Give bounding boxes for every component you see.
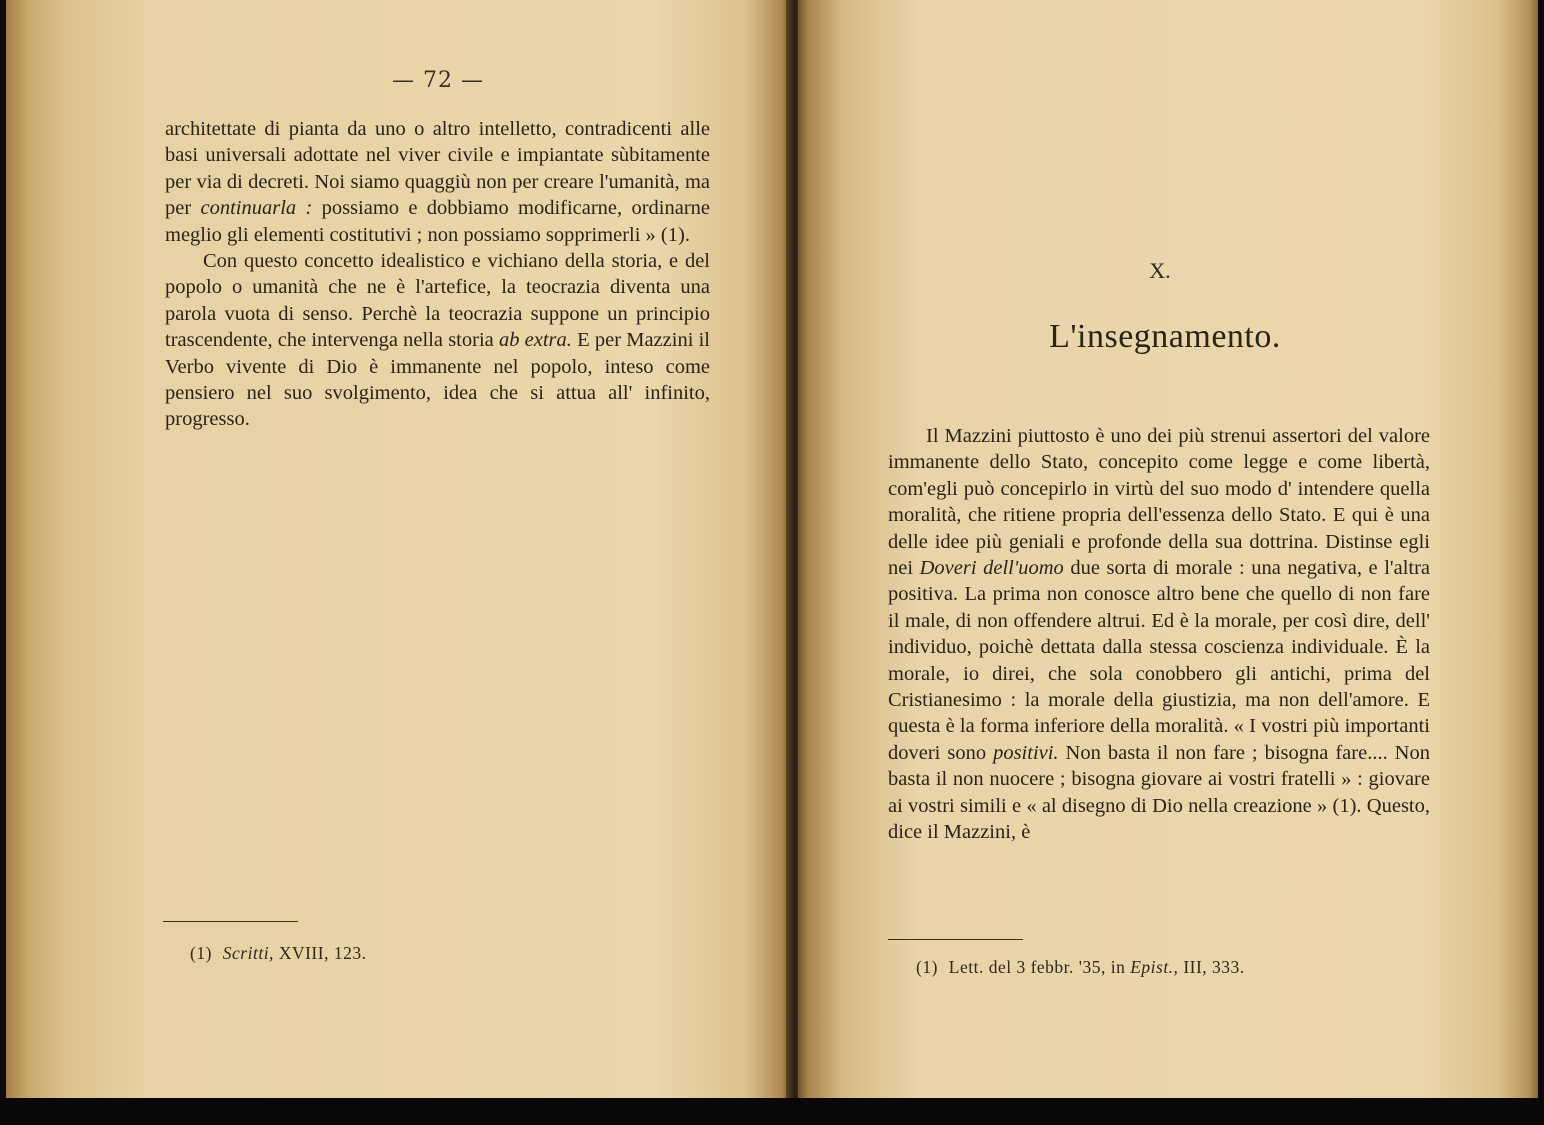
chapter-title: L'insegnamento. — [1049, 318, 1281, 355]
chapter-number: X. — [1149, 258, 1171, 283]
body-paragraph — [165, 116, 710, 248]
body-paragraph — [888, 423, 1430, 846]
footnote-text: Lett. del 3 febbr. '35, in — [948, 957, 1131, 977]
text-run: E per Mazzini il Verbo vivente di Dio è immanente nel popolo, inteso come pensiero nel suo svolgimento, idea che si attua all' infinito, progresso. — [165, 329, 710, 431]
footnote-reference: III, 333. — [1183, 957, 1245, 977]
italic-text-run: Doveri dell'uomo — [919, 557, 1064, 580]
italic-text-run: continuarla : — [200, 197, 313, 220]
footnote-rule — [888, 939, 1023, 940]
footnote — [916, 957, 1245, 978]
page-number: — 72 — — [392, 68, 484, 93]
text-run: possiamo e dobbiamo modificarne, ordinarne meglio gli elementi costitutivi ; non possiamo sopprimerli » (1). — [165, 197, 710, 246]
text-run: Con questo concetto idealistico e vichiano della storia, e del popolo o umanità che ne è l'artefice, la teocrazia diventa una parola vuota di senso. Perchè la teocrazia suppone un principio trascendente, che intervenga nella storia — [165, 250, 710, 352]
footnote-mark: (1) — [916, 957, 938, 977]
footnote-source: Epist., — [1130, 957, 1179, 977]
footnote-mark: (1) — [190, 943, 212, 963]
footnote-rule — [163, 921, 298, 922]
left-page-body — [165, 116, 710, 433]
footnote-reference: XVIII, 123. — [278, 943, 367, 963]
text-run: due sorta di morale : una negativa, e l'altra positiva. La prima non conosce altro bene che quello di non fare il male, di non offendere altrui. Ed è la morale, per così dire, dell' individuo, poichè dettata dalla stessa coscienza individuale. È la morale, io direi, che sola conobbero gli antichi, prima del Cristianesimo : la morale della giustizia, ma non dell'amore. E questa è la forma inferiore della moralità. « I vostri più importanti doveri sono — [888, 557, 1431, 764]
italic-text-run: ab extra. — [498, 329, 572, 352]
text-run: architettate di pianta da uno o altro intelletto, contradicenti alle basi universali adottate nel viver civile e impiantate sùbitamente per via di decreti. Noi siamo quaggiù non per creare l'umanità, ma per — [165, 118, 710, 220]
text-run: Il Mazzini piuttosto è uno dei più strenui assertori del valore immanente dello Stato, concepito come legge e come libertà, com'egli può concepirlo in virtù del suo modo d' intendere quella moralità, che ritiene propria dell'essenza dello Stato. E qui è una delle idee più geniali e profonde della sua dottrina. Distinse egli nei — [888, 425, 1430, 580]
background-edge — [0, 1098, 1544, 1125]
footnote — [190, 943, 366, 964]
right-page-body — [888, 423, 1430, 846]
body-paragraph — [165, 248, 710, 433]
footnote-source: Scritti, — [222, 943, 274, 963]
text-run: Non basta il non fare ; bisogna fare.... Non basta il non nuocere ; bisogna giovare ai vostri fratelli » : giovare ai vostri simili e « al disegno di Dio nella creazione » (1). Questo, dice il Mazzini, è — [888, 741, 1430, 844]
italic-text-run: positivi. — [993, 741, 1059, 764]
